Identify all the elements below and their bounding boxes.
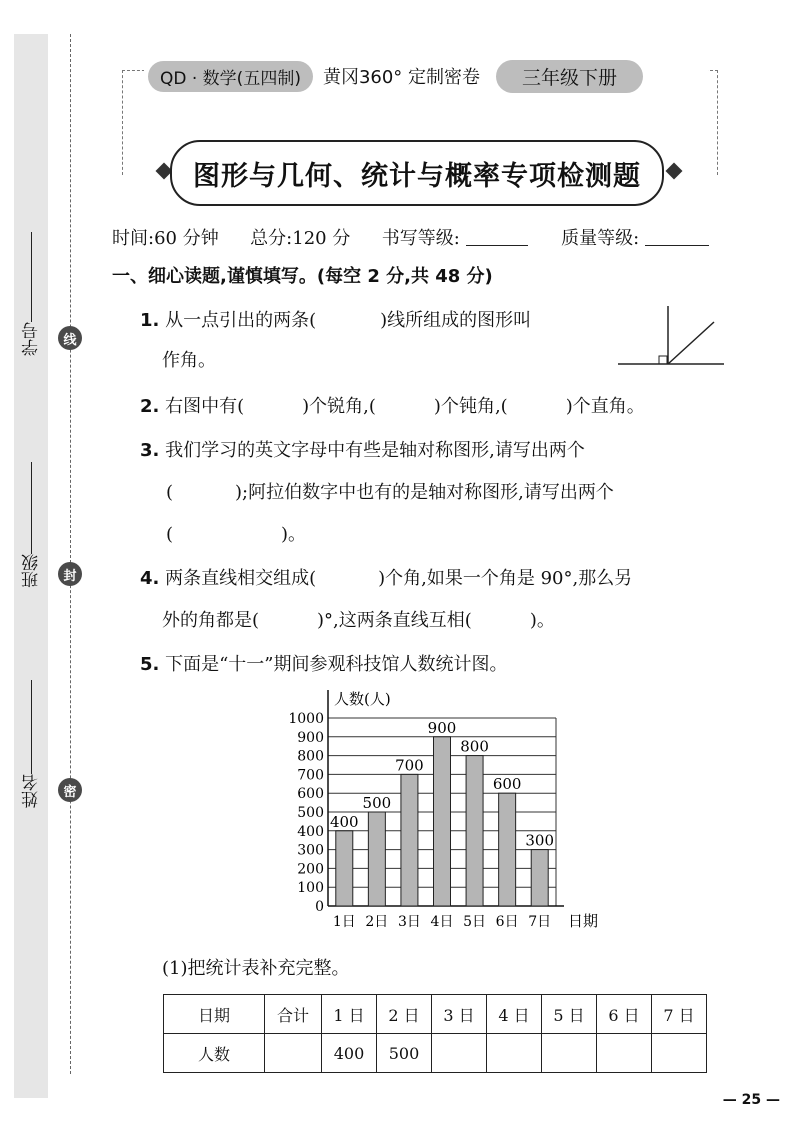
quality-grade-blank[interactable] (645, 227, 709, 246)
question-2 (140, 392, 645, 418)
q4-number: 4. (140, 568, 160, 589)
q3-text-c: );阿拉伯数字中也有的是轴对称图形,请写出两个 (235, 482, 614, 503)
page-title: 图形与几何、统计与概率专项检测题 (170, 140, 664, 206)
chart-bar-value-label: 500 (362, 794, 392, 812)
table-cell: 500 (377, 1034, 432, 1073)
q4-text-e: )。 (529, 610, 555, 631)
chart-bar-value-label: 400 (329, 812, 359, 831)
series-badge: QD · 数学(五四制) (148, 61, 313, 92)
q2-text-a: 右图中有( (165, 396, 245, 417)
table-cell-total[interactable] (265, 1034, 322, 1073)
chart-y-tick-label: 1000 (288, 711, 324, 727)
student-number-line[interactable] (31, 232, 32, 322)
chart-bar-value-label: 300 (525, 831, 555, 850)
visitor-bar-chart (270, 684, 620, 934)
q5-sub-1: (1)把统计表补充完整。 (162, 958, 350, 979)
binding-mark-seal: 封 (58, 562, 82, 586)
q3-text-e: )。 (281, 524, 307, 545)
table-header-cell: 3 日 (432, 995, 487, 1034)
binding-mark-line: 线 (58, 326, 82, 350)
chart-y-tick-label: 200 (297, 861, 324, 878)
question-1 (140, 306, 531, 332)
chart-y-tick-label: 300 (297, 842, 324, 859)
q3-line-3 (166, 520, 306, 546)
q2-text-c: )个钝角,( (433, 396, 508, 417)
table-cell[interactable] (487, 1034, 542, 1073)
right-angle-mark (659, 356, 667, 364)
student-number-field[interactable] (16, 232, 46, 356)
header-row (144, 58, 708, 94)
q1-text-b: )线所组成的图形叫 (380, 310, 532, 331)
class-field[interactable] (16, 462, 46, 588)
chart-bar (531, 850, 548, 906)
chart-bar-value-label: 700 (395, 756, 424, 775)
q3-text-b: ( (166, 482, 174, 503)
exam-time: 时间:60 分钟 (112, 228, 219, 249)
chart-y-axis-label: 人数(人) (334, 690, 391, 708)
table-cell[interactable] (597, 1034, 652, 1073)
q2-text-b: )个锐角,( (302, 396, 376, 417)
exam-meta (112, 224, 709, 250)
table-header-cell: 6 日 (597, 995, 652, 1034)
q1-text-a: 从一点引出的两条( (165, 310, 317, 331)
chart-bar (336, 831, 353, 906)
q2-text-d: )个直角。 (565, 396, 645, 417)
chart-x-tick-label: 3日 (397, 914, 421, 930)
binding-cut-line (70, 34, 71, 1074)
table-header-cell: 5 日 (542, 995, 597, 1034)
q5-text-a: 下面是“十一”期间参观科技馆人数统计图。 (165, 654, 508, 675)
q4-text-a: 两条直线相交组成( (165, 568, 317, 589)
table-row (164, 1034, 707, 1073)
q2-number: 2. (140, 396, 160, 417)
quality-grade-label: 质量等级: (561, 228, 640, 249)
brand-text: 黄冈360° 定制密卷 (322, 67, 481, 88)
binding-mark-secret: 密 (58, 778, 82, 802)
chart-bar-value-label: 800 (460, 737, 489, 756)
chart-y-tick-label: 600 (297, 786, 324, 803)
chart-bar (499, 793, 516, 906)
q3-line-2 (166, 478, 614, 504)
table-cell[interactable] (652, 1034, 707, 1073)
grade-badge: 三年级下册 (496, 60, 643, 93)
name-label: 姓名 (21, 774, 42, 808)
chart-y-tick-label: 900 (297, 729, 324, 746)
chart-y-tick-label: 100 (297, 880, 324, 897)
chart-y-tick-label: 700 (297, 767, 324, 784)
chart-bar-value-label: 600 (492, 775, 522, 794)
chart-bars (336, 737, 548, 906)
class-line[interactable] (31, 462, 32, 554)
chart-bar (401, 774, 418, 906)
question-4 (140, 564, 632, 590)
q1-text-c: 作角。 (162, 350, 216, 371)
table-header-cell: 日期 (164, 995, 265, 1034)
chart-bar (434, 737, 451, 906)
chart-x-tick-label: 7日 (528, 914, 552, 930)
table-cell[interactable] (432, 1034, 487, 1073)
q1-number: 1. (140, 310, 160, 331)
question-3 (140, 436, 585, 462)
exam-total: 总分:120 分 (250, 228, 351, 249)
angle-figure (614, 300, 728, 372)
chart-y-tick-label: 0 (315, 899, 324, 915)
chart-x-tick-label: 5日 (463, 914, 487, 930)
q3-text-d: ( (166, 524, 174, 545)
name-line[interactable] (31, 680, 32, 774)
chart-y-tick-label: 800 (297, 748, 324, 765)
chart-x-tick-label: 2日 (365, 914, 389, 930)
chart-x-tick-label: 6日 (495, 914, 519, 930)
table-header-cell: 7 日 (652, 995, 707, 1034)
chart-bar (368, 812, 385, 906)
angle-oblique-ray (668, 322, 714, 364)
chart-x-tick-label: 1日 (332, 914, 356, 930)
section-1-heading: 一、细心读题,谨慎填写。(每空 2 分,共 48 分) (112, 266, 493, 287)
table-header-cell: 合计 (265, 995, 322, 1034)
table-row-label: 人数 (164, 1034, 265, 1073)
student-number-label: 学号 (21, 322, 42, 356)
chart-y-tick-label: 400 (297, 823, 324, 840)
chart-bar-value-label: 900 (427, 718, 457, 737)
chart-bar (466, 756, 483, 906)
table-header-row (164, 995, 707, 1034)
q4-text-c: 外的角都是( (162, 610, 260, 631)
chart-x-axis-label: 日期 (568, 912, 599, 930)
q3-text-a: 我们学习的英文字母中有些是轴对称图形,请写出两个 (165, 440, 585, 461)
class-label: 班级 (21, 554, 42, 588)
q4-text-d: )°,这两条直线互相( (317, 610, 472, 631)
table-cell: 400 (322, 1034, 377, 1073)
question-5 (140, 650, 508, 676)
writing-grade-label: 书写等级: (381, 228, 460, 249)
q4-line-2 (162, 606, 555, 632)
table-header-cell: 4 日 (487, 995, 542, 1034)
table-header-cell: 2 日 (377, 995, 432, 1034)
name-field[interactable] (16, 680, 46, 808)
writing-grade-blank[interactable] (466, 227, 528, 246)
table-header-cell: 1 日 (322, 995, 377, 1034)
table-cell[interactable] (542, 1034, 597, 1073)
chart-x-tick-label: 4日 (430, 914, 454, 930)
statistics-table (163, 994, 707, 1073)
chart-y-tick-label: 500 (297, 805, 324, 821)
page-number: — 25 — (722, 1092, 780, 1108)
q3-number: 3. (140, 440, 160, 461)
q5-number: 5. (140, 654, 160, 675)
q4-text-b: )个角,如果一个角是 90°,那么另 (378, 568, 633, 589)
